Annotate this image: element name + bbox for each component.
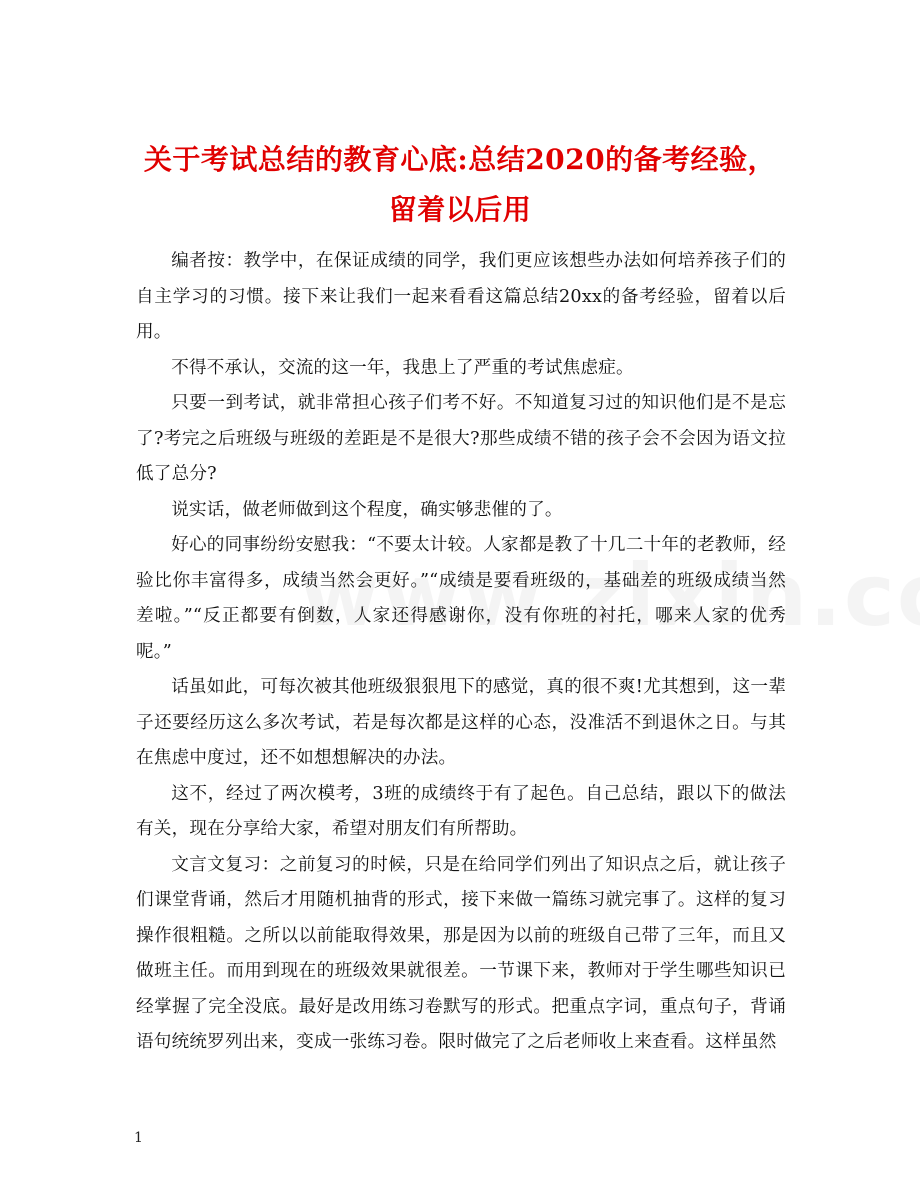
paragraph: 不得不承认，交流的这一年，我患上了严重的考试焦虑症。	[171, 357, 634, 378]
paragraph: 这不，经过了两次模考，3班的成绩终于有了起色。自己总结，跟以下的做法有关，现在分享给大家，希望对朋友们有所帮助。	[136, 783, 786, 839]
paragraph: 说实话，做老师做到这个程度，确实够悲催的了。	[171, 499, 563, 520]
document-title: 关于考试总结的教育心底:总结2020的备考经验，留着以后用	[143, 142, 777, 226]
paragraph: 编者按：教学中，在保证成绩的同学，我们更应该想些办法如何培养孩子们的自主学习的习惯。接下来让我们一起来看看这篇总结20xx的备考经验，留着以后用。	[136, 251, 786, 342]
document-body	[136, 244, 786, 1061]
paragraph: 话虽如此，可每次被其他班级狠狠甩下的感觉，真的很不爽!尤其想到，这一辈子还要经历这么多次考试，若是每次都是这样的心态，没准活不到退休之日。与其在焦虑中度过，还不如想想解决的办法。	[136, 677, 786, 768]
paragraph: 只要一到考试，就非常担心孩子们考不好。不知道复习过的知识他们是不是忘了?考完之后班级与班级的差距是不是很大?那些成绩不错的孩子会不会因为语文拉低了总分?	[136, 393, 786, 484]
page-number: 1	[134, 1130, 143, 1146]
paragraph: 文言文复习：之前复习的时候，只是在给同学们列出了知识点之后，就让孩子们课堂背诵，然后才用随机抽背的形式，接下来做一篇练习就完事了。这样的复习操作很粗糙。之所以以前能取得效果，那是因为以前的班级自己带了三年，而且又做班主任。而用到现在的班级效果就很差。一节课下来，教师对于学生哪些知识已经掌握了完全没底。最好是改用练习卷默写的形式。把重点字词，重点句子，背诵语句统统罗列出来，变成一张练习卷。限时做完了之后老师收上来查看。这样虽然	[136, 854, 786, 1052]
paragraph: 好心的同事纷纷安慰我：“不要太计较。人家都是教了十几二十年的老教师，经验比你丰富得多，成绩当然会更好。”“成绩是要看班级的，基础差的班级成绩当然差啦。”“反正都要有倒数，人家还得感谢你，没有你班的衬托，哪来人家的优秀呢。”	[136, 535, 786, 662]
